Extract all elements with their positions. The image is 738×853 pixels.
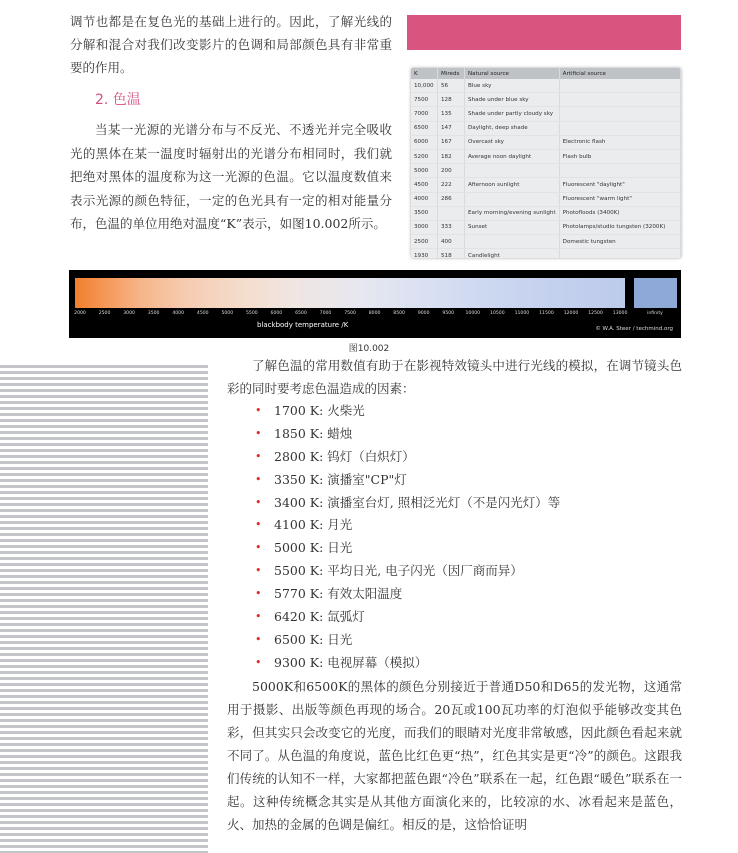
table-cell: 7000 — [411, 107, 438, 121]
table-row — [411, 164, 681, 178]
list-item — [227, 560, 682, 583]
table-row — [411, 149, 681, 163]
temperature-list — [227, 400, 682, 675]
table-cell: Electronic flash — [559, 135, 680, 149]
table-cell: 128 — [438, 93, 465, 107]
table-cell — [465, 164, 560, 178]
table-cell: Blue sky — [465, 79, 560, 93]
bullet-icon: • — [255, 449, 262, 463]
table-cell: 6500 — [411, 121, 438, 135]
color-temperature-table-image — [411, 68, 681, 258]
list-item-text: 3350 K: 演播室"CP"灯 — [274, 471, 407, 487]
list-item-text: 5000 K: 日光 — [274, 540, 353, 556]
table-cell: Shade under blue sky — [465, 93, 560, 107]
bullet-icon: • — [255, 632, 262, 646]
spectrum-tick-label: 11000 — [514, 311, 530, 316]
color-temperature-definition: 当某一光源的光谱分布与不反光、不透光并完全吸收光的黑体在某一温度时辐射出的光谱分布相同时，我们就把绝对黑体的温度称为这一光源的色温。它以温度数值来表示光源的颜色特征，一定的色光具有一定的相对能量分布，色温的单位用绝对温度“K”表示，如图10.002所示。 — [70, 122, 392, 231]
blackbody-color-gradient — [75, 278, 625, 308]
spectrum-tick-label: 3000 — [123, 311, 135, 316]
table-cell: Average noon daylight — [465, 149, 560, 163]
bullet-icon: • — [255, 404, 262, 417]
spectrum-tick-label: 10000 — [465, 311, 481, 316]
factors-intro-paragraph: 了解色温的常用数值有助于在影视特效镜头中进行光线的模拟，在调节镜头色彩的同时要考虑色温造成的因素： — [227, 358, 682, 396]
table-cell: 167 — [438, 135, 465, 149]
table-cell: Sunset — [465, 220, 560, 234]
table-cell: 518 — [438, 249, 465, 258]
bullet-icon: • — [255, 518, 262, 532]
list-item — [227, 446, 682, 469]
spectrum-tick-label: 12500 — [588, 311, 603, 316]
list-item — [227, 606, 682, 629]
list-item — [227, 629, 682, 652]
table-row — [411, 93, 681, 107]
intro-paragraph: 调节也都是在复色光的基础上进行的。因此，了解光线的分解和混合对我们改变影片的色调和局部颜色具有非常重要的作用。 — [70, 14, 392, 75]
table-row — [411, 249, 681, 258]
spectrum-tick-label: 6500 — [295, 311, 307, 316]
table-cell — [559, 93, 680, 107]
table-cell: Early morning/evening sunlight — [465, 206, 560, 220]
table-cell: Afternoon sunlight — [465, 178, 560, 192]
spectrum-credit: © W.A. Steer / techmind.org — [595, 326, 673, 332]
table-cell: Fluorescent "warm light" — [559, 192, 680, 206]
table-header-cell: Mireds — [438, 68, 465, 79]
table-cell: 222 — [438, 178, 465, 192]
list-item-text: 5500 K: 平均日光, 电子闪光（因厂商而异） — [274, 563, 523, 579]
table-row — [411, 220, 681, 234]
bullet-icon: • — [255, 564, 262, 578]
spectrum-tick-label: 3500 — [147, 311, 160, 316]
table-cell: Candlelight — [465, 249, 560, 258]
list-item-text: 3400 K: 演播室台灯, 照相泛光灯（不是闪光灯）等 — [274, 494, 561, 510]
spectrum-tick-label: 9000 — [417, 311, 430, 316]
table-cell — [465, 235, 560, 249]
table-row — [411, 135, 681, 149]
table-cell: Flash bulb — [559, 149, 680, 163]
infinity-tick-label: infinity — [647, 311, 663, 316]
spectrum-tick-label: 5500 — [245, 311, 258, 316]
table-cell: 200 — [438, 164, 465, 178]
table-cell: 286 — [438, 192, 465, 206]
spectrum-tick-label: 9500 — [442, 311, 455, 316]
decorative-pink-bar — [407, 15, 681, 50]
table-row — [411, 235, 681, 249]
table-cell: 4500 — [411, 178, 438, 192]
table-cell — [465, 192, 560, 206]
table-cell: 147 — [438, 121, 465, 135]
spectrum-tick-label: 4500 — [196, 311, 209, 316]
table-cell — [559, 249, 680, 258]
bullet-icon: • — [255, 610, 262, 624]
table-row — [411, 206, 681, 220]
spectrum-tick-label: 8000 — [368, 311, 381, 316]
spectrum-tick-label: 2000 — [74, 311, 86, 316]
table-cell: Fluorescent "daylight" — [559, 178, 680, 192]
table-cell — [559, 79, 680, 93]
list-item-text: 1700 K: 火柴光 — [274, 403, 365, 418]
list-item — [227, 469, 682, 492]
bullet-icon: • — [255, 587, 262, 601]
table-header-cell: K — [411, 68, 438, 79]
color-temperature-table — [411, 68, 681, 258]
spectrum-tick-label: 7000 — [319, 311, 332, 316]
table-cell: Overcast sky — [465, 135, 560, 149]
table-cell: Daylight, deep shade — [465, 121, 560, 135]
table-cell: 10,000 — [411, 79, 438, 93]
table-cell: Photofloods (3400K) — [559, 206, 680, 220]
table-cell: 333 — [438, 220, 465, 234]
bullet-icon: • — [255, 655, 262, 669]
spectrum-tick-label: 8500 — [393, 311, 405, 316]
spectrum-tick-label: 6000 — [270, 311, 283, 316]
table-cell: 1930 — [411, 249, 438, 258]
table-cell: 4000 — [411, 192, 438, 206]
table-cell: 7500 — [411, 93, 438, 107]
list-item — [227, 400, 682, 423]
table-row — [411, 192, 681, 206]
spectrum-tick-label: 7500 — [344, 311, 356, 316]
table-cell: 6000 — [411, 135, 438, 149]
table-cell — [559, 121, 680, 135]
decorative-stripes — [0, 365, 208, 853]
table-cell: 3000 — [411, 220, 438, 234]
list-item — [227, 492, 682, 515]
table-cell — [559, 164, 680, 178]
table-cell: Domestic tungsten — [559, 235, 680, 249]
table-header-cell: Natural source — [465, 68, 560, 79]
table-row — [411, 79, 681, 93]
table-cell — [438, 206, 465, 220]
spectrum-tick-label: 5000 — [221, 311, 234, 316]
table-cell: Shade under partly cloudy sky — [465, 107, 560, 121]
bullet-icon: • — [255, 426, 262, 440]
list-item-text: 6500 K: 日光 — [274, 631, 353, 647]
table-cell: 2500 — [411, 235, 438, 249]
list-item — [227, 514, 682, 537]
spectrum-axis-label: blackbody temperature /K — [257, 321, 349, 329]
table-row — [411, 178, 681, 192]
bullet-icon: • — [255, 472, 262, 486]
table-cell: 182 — [438, 149, 465, 163]
table-cell: Photolamps/studio tungsten (3200K) — [559, 220, 680, 234]
table-cell — [559, 107, 680, 121]
table-cell: 56 — [438, 79, 465, 93]
table-header-cell: Artificial source — [559, 68, 680, 79]
list-item-text: 2800 K: 钨灯（白炽灯） — [274, 448, 415, 464]
list-item-text: 1850 K: 蜡烛 — [274, 425, 353, 441]
spectrum-tick-label: 4000 — [172, 311, 185, 316]
list-item-text: 5770 K: 有效太阳温度 — [274, 586, 403, 602]
list-item — [227, 537, 682, 560]
spectrum-tick-label: 2500 — [98, 311, 111, 316]
bullet-icon: • — [255, 541, 262, 555]
list-item-text: 9300 K: 电视屏幕（模拟） — [274, 654, 428, 670]
table-cell: 135 — [438, 107, 465, 121]
table-row — [411, 107, 681, 121]
d50-d65-paragraph: 5000K和6500K的黑体的颜色分别接近于普通D50和D65的发光物，这通常用于摄影、出版等颜色再现的场合。20瓦或100瓦功率的灯泡似乎能够改变其色彩，但其实只会改变它的光度，而我们的眼睛对光度非常敏感，因此颜色看起来就不同了。从色温的角度说，蓝色比红色更“热”，红色其实是更“冷”的颜色。这跟我们传统的认知不一样，大家都把蓝色跟“冷色”联系在一起，红色跟“暖色”联系在一起。这种传统概念其实是从其他方面演化来的，比较凉的水、冰看起来是蓝色，火、加热的金属的色调是偏红。相反的是，这恰恰证明 — [227, 678, 682, 832]
infinity-color-swatch — [634, 278, 677, 308]
table-row — [411, 121, 681, 135]
table-cell: 5200 — [411, 149, 438, 163]
list-item-text: 6420 K: 氙弧灯 — [274, 609, 365, 625]
table-cell: 3500 — [411, 206, 438, 220]
table-cell: 400 — [438, 235, 465, 249]
blackbody-spectrum-figure — [69, 270, 681, 338]
table-cell: 5000 — [411, 164, 438, 178]
bullet-icon: • — [255, 495, 262, 509]
list-item — [227, 583, 682, 606]
list-item — [227, 652, 682, 675]
spectrum-tick-label: 11500 — [539, 311, 554, 316]
spectrum-tick-label: 12000 — [563, 311, 579, 316]
list-item — [227, 423, 682, 446]
section-title: 2. 色温 — [95, 92, 141, 108]
main-text-column — [227, 354, 682, 836]
spectrum-tick-label: 13000 — [612, 311, 628, 316]
figure-caption: 图10.002 — [348, 344, 390, 354]
list-item-text: 4100 K: 月光 — [274, 517, 353, 533]
spectrum-tick-label: 10500 — [490, 311, 505, 316]
